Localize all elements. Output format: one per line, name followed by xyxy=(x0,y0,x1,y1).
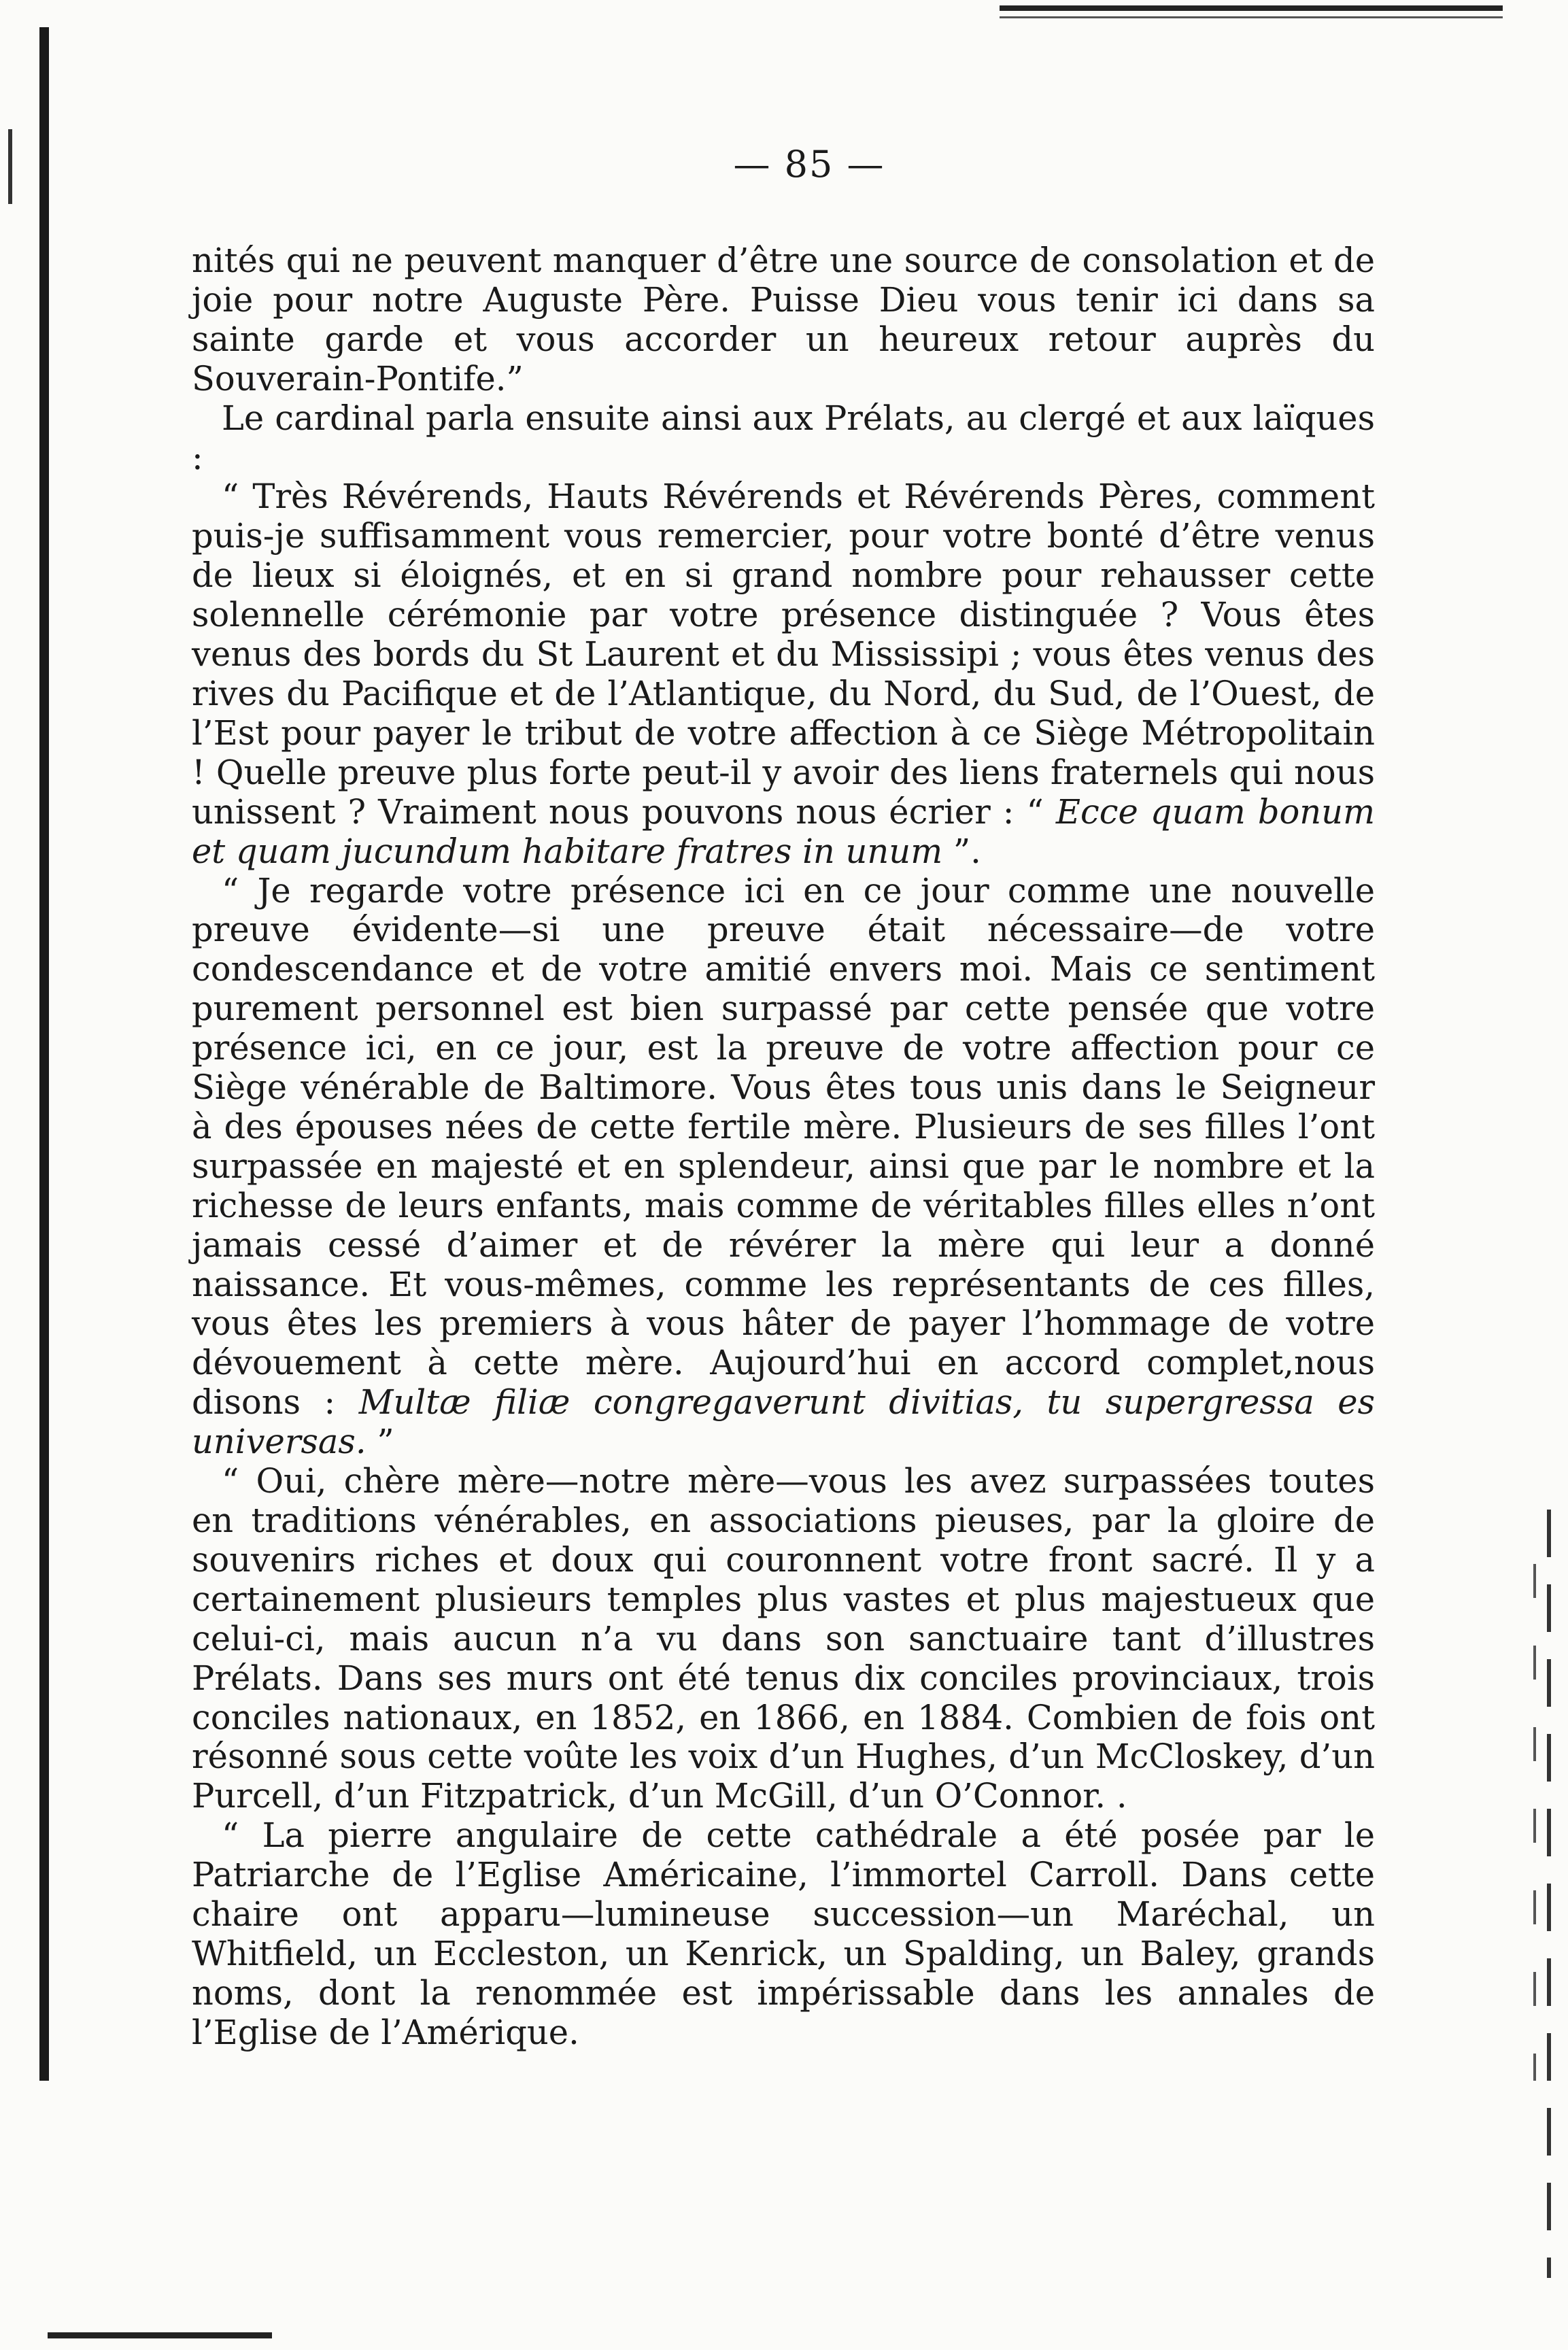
text-run: ”. xyxy=(942,831,981,871)
paragraph xyxy=(192,1462,1375,1816)
left-margin-mark xyxy=(8,129,12,204)
paragraph xyxy=(192,1816,1375,2052)
latin-quotation: Ecce quam bonum et quam jucundum habitare fratres in unum xyxy=(192,791,1376,871)
text-run: ” xyxy=(366,1422,394,1462)
page-number: — 85 — xyxy=(733,143,885,186)
text-run: “ La pierre angulaire de cette cathédrale a été posée par le Patriarche de l’Eglise Américaine, l’immortel Carroll. Dans cette chaire ont apparu—lumineuse succession—un Maréchal, un Whitfield, un Eccleston, un Kenrick, un Spalding, un Baley, grands noms, dont la renommée est impérissable dans les annales de l’Eglise de l’Amérique. xyxy=(192,1816,1375,2052)
latin-quotation: Multæ filiæ congregaverunt divitias, tu supergressa es universas. xyxy=(192,1382,1375,1462)
text-run: “ Je regarde votre présence ici en ce jour comme une nouvelle preuve évidente—si une preuve était nécessaire—de votre condescendance et de votre amitié envers moi. Mais ce sentiment purement personnel est bien surpassé par cette pensée que votre présence ici, en ce jour, est la preuve de votre affection pour ce Siège vénérable de Baltimore. Vous êtes tous unis dans le Seigneur à des épouses nées de cette fertile mère. Plusieurs de ses filles l’ont surpassée en majesté et en splendeur, ainsi que par le nombre et la richesse de leurs enfants, mais comme de véritables filles elles n’ont jamais cessé d’aimer et de révérer la mère qui leur a donné naissance. Et vous-mêmes, comme les représentants de ces filles, vous êtes les premiers à vous hâter de payer l’hommage de votre dévouement à cette mère. Aujourd’hui en accord complet,nous disons : xyxy=(192,870,1375,1423)
paragraph xyxy=(192,872,1375,1463)
text-run: “ Oui, chère mère—notre mère—vous les avez surpassées toutes en traditions vénérables, en associations pieuses, par la gloire de souvenirs riches et doux qui couronnent votre front sacré. Il y a certainement plusieurs temples plus vastes et plus majestueux que celui-ci, mais aucun n’a vu dans son sanctuaire tant d’illustres Prélats. Dans ses murs ont été tenus dix conciles provinciaux, trois conciles nationaux, en 1852, en 1866, en 1884. Combien de fois ont résonné sous cette voûte les voix d’un Hughes, d’un McCloskey, d’un Purcell, d’un Fitzpatrick, d’un McGill, d’un O’Connor. . xyxy=(192,1461,1375,1816)
paragraph xyxy=(192,241,1375,399)
body-text xyxy=(192,241,1375,2053)
text-run: “ Très Révérends, Hauts Révérends et Révérends Pères, comment puis-je suffisamment vous remercier, pour votre bonté d’être venus de lieux si éloignés, et en si grand nombre pour rehausser cette solennelle cérémonie par votre présence distinguée ? Vous êtes venus des bords du St Laurent et du Mississipi ; vous êtes venus des rives du Pacifique et de l’Atlantique, du Nord, du Sud, de l’Ouest, de l’Est pour payer le tribut de votre affection à ce Siège Métropolitain ! Quelle preuve plus forte peut-il y avoir des liens fraternels qui nous unissent ? Vraiment nous pouvons nous écrier : “ xyxy=(192,477,1375,832)
right-edge-marks xyxy=(1547,1510,1551,2278)
right-edge-marks-inner xyxy=(1533,1564,1536,2081)
top-rule-mark xyxy=(1000,5,1503,11)
paragraph xyxy=(192,399,1375,478)
bottom-rule-mark xyxy=(48,2332,272,2338)
text-run: Le cardinal parla ensuite ainsi aux Prélats, au clergé et aux laïques : xyxy=(192,398,1375,477)
paragraph xyxy=(192,477,1375,871)
top-rule-thin-mark xyxy=(1000,16,1503,18)
text-run: nités qui ne peuvent manquer d’être une source de consolation et de joie pour notre Auguste Père. Puisse Dieu vous tenir ici dans sa sainte garde et vous accorder un heureux retour auprès du Souverain-Pontife.” xyxy=(192,241,1375,398)
left-binding-edge xyxy=(39,27,49,2081)
